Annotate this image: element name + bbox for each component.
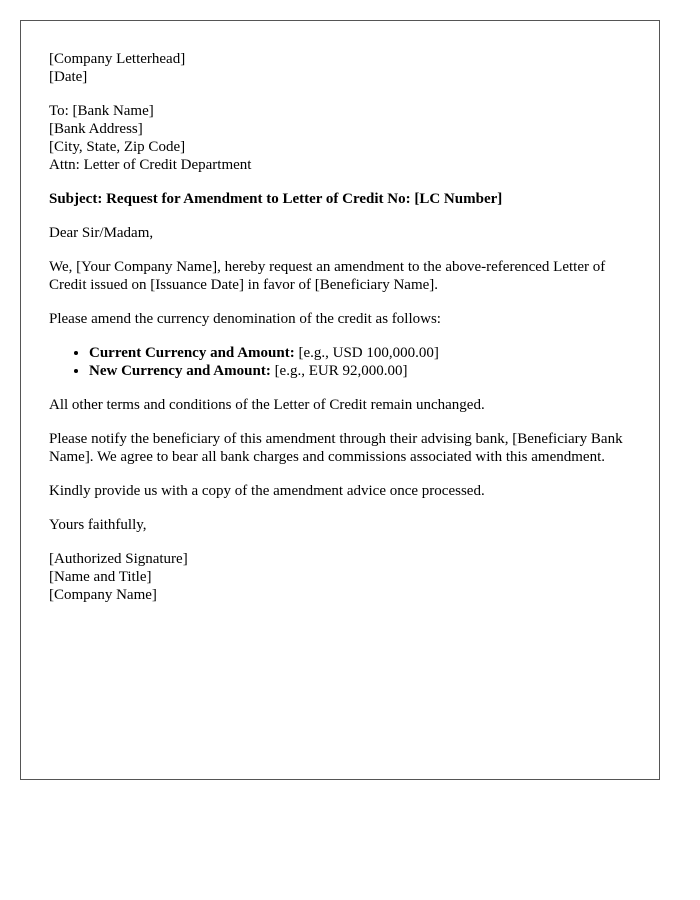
recipient-city-state-zip: [City, State, Zip Code] [49, 139, 186, 155]
recipient-attention: Attn: Letter of Credit Department [49, 157, 252, 173]
subject-line: Subject: Request for Amendment to Letter of Credit No: [LC Number] [49, 191, 503, 207]
amendment-value: [e.g., USD 100,000.00] [294, 345, 439, 361]
list-item [89, 362, 631, 380]
letter-header [49, 50, 631, 86]
recipient-bank-address: [Bank Address] [49, 121, 143, 137]
letter-date: [Date] [49, 69, 88, 85]
signer-company: [Company Name] [49, 587, 157, 603]
valediction: Yours faithfully, [49, 517, 147, 533]
recipient-bank-name: To: [Bank Name] [49, 103, 154, 119]
terms-paragraph: All other terms and conditions of the Letter of Credit remain unchanged. [49, 397, 485, 413]
amendment-label: Current Currency and Amount: [89, 345, 295, 361]
amendment-label: New Currency and Amount: [89, 363, 271, 379]
copy-request-paragraph: Kindly provide us with a copy of the amendment advice once processed. [49, 483, 485, 499]
recipient-block [49, 102, 631, 174]
salutation: Dear Sir/Madam, [49, 225, 154, 241]
amendment-intro-paragraph: Please amend the currency denomination of the credit as follows: [49, 311, 441, 327]
letter-page [20, 20, 660, 780]
list-item [89, 344, 631, 362]
amendment-list [49, 344, 631, 380]
company-letterhead: [Company Letterhead] [49, 51, 186, 67]
signature-block [49, 550, 631, 604]
intro-paragraph: We, [Your Company Name], hereby request an amendment to the above-referenced Letter of Credit issued on [Issuance Date] in favor of [Beneficiary Name]. [49, 259, 606, 293]
signer-name-title: [Name and Title] [49, 569, 152, 585]
authorized-signature: [Authorized Signature] [49, 551, 188, 567]
notify-paragraph: Please notify the beneficiary of this amendment through their advising bank, [Beneficiary Bank Name]. We agree to bear all bank charges and commissions associated with this amendment. [49, 431, 623, 465]
amendment-value: [e.g., EUR 92,000.00] [270, 363, 408, 379]
